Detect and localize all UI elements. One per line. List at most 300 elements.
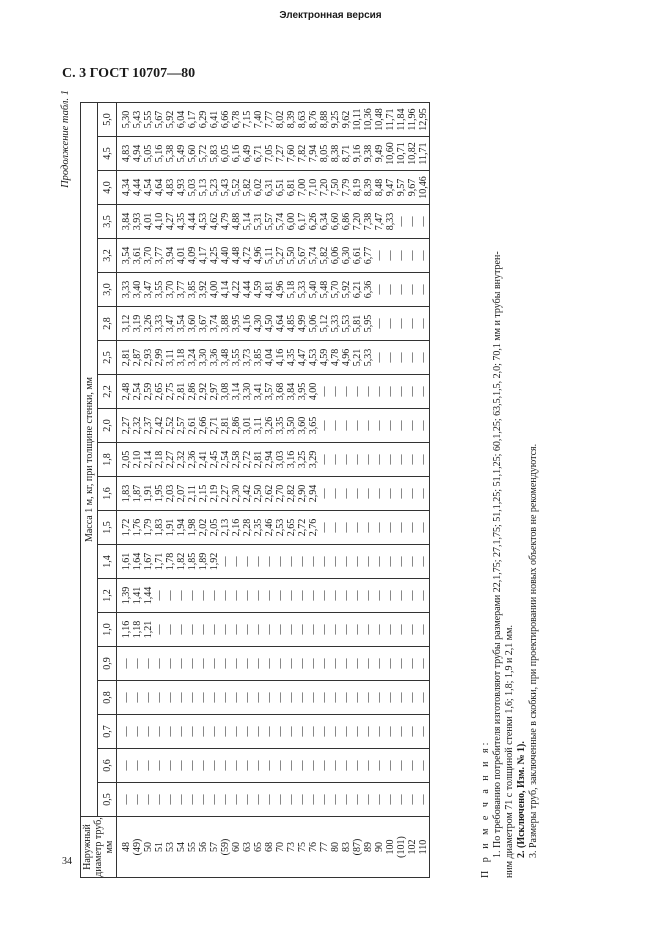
mass-cell: —	[231, 579, 242, 613]
mass-cell: 8,39	[286, 103, 297, 137]
mass-cell: 7,60	[286, 137, 297, 171]
mass-cell: —	[242, 783, 253, 817]
mass-cell: 2,05	[117, 443, 133, 477]
mass-cell: 1,82	[176, 545, 187, 579]
diameter-cell: 56	[198, 817, 209, 878]
thickness-header: 1,0	[98, 613, 117, 647]
mass-cell: —	[132, 783, 143, 817]
mass-cell: —	[330, 715, 341, 749]
mass-cell: 3,84	[286, 375, 297, 409]
diameter-cell: 83	[341, 817, 352, 878]
mass-cell: 3,93	[132, 205, 143, 239]
mass-cell: 7,15	[242, 103, 253, 137]
mass-cell: 5,03	[187, 171, 198, 205]
mass-cell: —	[363, 545, 374, 579]
mass-cell: 5,38	[165, 137, 176, 171]
mass-cell: —	[319, 443, 330, 477]
mass-cell: —	[198, 647, 209, 681]
mass-cell: —	[220, 783, 231, 817]
mass-cell: 8,63	[297, 103, 308, 137]
mass-cell: 4,00	[308, 375, 319, 409]
mass-cell: 5,11	[264, 239, 275, 273]
mass-cell: —	[385, 647, 396, 681]
mass-cell: —	[407, 239, 418, 273]
table-row	[231, 103, 242, 878]
mass-cell: 3,24	[187, 341, 198, 375]
mass-cell: —	[363, 375, 374, 409]
mass-cell: —	[407, 681, 418, 715]
mass-cell: —	[396, 273, 407, 307]
mass-cell: 2,65	[286, 511, 297, 545]
table-header-row	[81, 103, 98, 878]
mass-cell: —	[187, 749, 198, 783]
mass-cell: 5,52	[231, 171, 242, 205]
diameter-cell: 65	[253, 817, 264, 878]
mass-cell: —	[209, 681, 220, 715]
mass-cell: 3,01	[242, 409, 253, 443]
mass-cell: —	[319, 715, 330, 749]
mass-cell: 2,61	[187, 409, 198, 443]
mass-cell: —	[418, 409, 430, 443]
mass-cell: 10,36	[363, 103, 374, 137]
mass-cell: —	[341, 443, 352, 477]
mass-cell: —	[385, 375, 396, 409]
mass-cell: 3,47	[143, 273, 154, 307]
mass-cell: —	[341, 681, 352, 715]
mass-cell: 2,94	[308, 477, 319, 511]
mass-cell: —	[374, 783, 385, 817]
mass-cell: 5,92	[341, 273, 352, 307]
table-row	[374, 103, 385, 878]
mass-cell: —	[286, 613, 297, 647]
mass-cell: —	[176, 681, 187, 715]
mass-cell: —	[165, 715, 176, 749]
mass-cell: —	[374, 613, 385, 647]
thickness-header: 0,9	[98, 647, 117, 681]
mass-cell: 4,78	[330, 341, 341, 375]
mass-cell: —	[253, 579, 264, 613]
rotated-content	[60, 90, 620, 878]
mass-cell: 5,72	[198, 137, 209, 171]
mass-cell: —	[385, 579, 396, 613]
mass-cell: 4,48	[231, 239, 242, 273]
mass-cell: —	[374, 273, 385, 307]
mass-cell: —	[117, 647, 133, 681]
mass-cell: —	[297, 545, 308, 579]
diameter-cell: 89	[363, 817, 374, 878]
thickness-header: 1,8	[98, 443, 117, 477]
table-row	[308, 103, 319, 878]
mass-cell: 4,50	[264, 307, 275, 341]
mass-cell: 2,19	[209, 477, 220, 511]
thickness-header: 1,4	[98, 545, 117, 579]
mass-cell: 2,07	[176, 477, 187, 511]
mass-cell: —	[418, 545, 430, 579]
mass-cell: —	[264, 545, 275, 579]
mass-cell: 3,12	[117, 307, 133, 341]
mass-cell: 3,47	[165, 307, 176, 341]
mass-cell: —	[209, 579, 220, 613]
mass-cell: 3,48	[220, 341, 231, 375]
table-row	[352, 103, 363, 878]
mass-cell: 6,29	[198, 103, 209, 137]
mass-cell: 3,50	[286, 409, 297, 443]
mass-cell: 7,47	[374, 205, 385, 239]
mass-cell: —	[297, 715, 308, 749]
mass-cell: —	[396, 715, 407, 749]
mass-cell: 5,83	[209, 137, 220, 171]
mass-cell: 4,01	[143, 205, 154, 239]
mass-cell: 7,20	[352, 205, 363, 239]
mass-cell: —	[396, 613, 407, 647]
mass-cell: 4,83	[117, 137, 133, 171]
mass-cell: 3,36	[209, 341, 220, 375]
mass-cell: —	[176, 783, 187, 817]
mass-cell: —	[231, 749, 242, 783]
mass-cell: 3,77	[176, 273, 187, 307]
mass-cell: 2,75	[165, 375, 176, 409]
mass-cell: —	[286, 749, 297, 783]
mass-cell: 5,23	[209, 171, 220, 205]
mass-cell: —	[220, 647, 231, 681]
mass-cell: —	[242, 715, 253, 749]
mass-cell: —	[396, 205, 407, 239]
mass-cell: 5,74	[275, 205, 286, 239]
mass-cell: 2,36	[187, 443, 198, 477]
diameter-cell: (101)	[396, 817, 407, 878]
mass-cell: —	[363, 749, 374, 783]
mass-cell: —	[231, 613, 242, 647]
table-row	[385, 103, 396, 878]
mass-cell: 2,16	[231, 511, 242, 545]
mass-cell: 5,67	[297, 239, 308, 273]
mass-cell: —	[407, 307, 418, 341]
diameter-cell: 68	[264, 817, 275, 878]
mass-cell: —	[407, 647, 418, 681]
notes-block	[480, 98, 540, 878]
mass-cell: —	[275, 715, 286, 749]
mass-cell: —	[319, 477, 330, 511]
mass-cell: 10,48	[374, 103, 385, 137]
mass-cell: 3,08	[220, 375, 231, 409]
mass-cell: —	[198, 681, 209, 715]
mass-cell: 6,86	[341, 205, 352, 239]
mass-cell: —	[242, 749, 253, 783]
mass-cell: 4,17	[198, 239, 209, 273]
mass-cell: 4,96	[341, 341, 352, 375]
mass-cell: 9,16	[352, 137, 363, 171]
mass-cell: 1,18	[132, 613, 143, 647]
mass-cell: 4,44	[187, 205, 198, 239]
mass-cell: —	[319, 647, 330, 681]
mass-cell: 4,30	[253, 307, 264, 341]
mass-cell: 4,44	[242, 273, 253, 307]
mass-cell: 8,02	[275, 103, 286, 137]
mass-cell: 6,51	[275, 171, 286, 205]
diameter-cell: 102	[407, 817, 418, 878]
mass-cell: 3,85	[187, 273, 198, 307]
mass-cell: 4,53	[308, 341, 319, 375]
diameter-cell: 80	[330, 817, 341, 878]
diameter-cell: 55	[187, 817, 198, 878]
mass-cell: 2,94	[264, 443, 275, 477]
mass-cell: 5,18	[286, 273, 297, 307]
mass-cell: —	[418, 749, 430, 783]
mass-cell: 4,93	[176, 171, 187, 205]
mass-cell: 6,71	[253, 137, 264, 171]
mass-cell: 8,88	[319, 103, 330, 137]
diameter-cell: 76	[308, 817, 319, 878]
mass-cell: 4,64	[154, 171, 165, 205]
mass-cell: —	[286, 545, 297, 579]
mass-cell: 5,21	[352, 341, 363, 375]
mass-cell: 10,82	[407, 137, 418, 171]
mass-cell: —	[176, 579, 187, 613]
mass-cell: —	[418, 477, 430, 511]
mass-cell: —	[352, 613, 363, 647]
mass-cell: 1,89	[198, 545, 209, 579]
mass-cell: —	[396, 307, 407, 341]
mass-cell: 4,88	[231, 205, 242, 239]
mass-cell: 8,33	[385, 205, 396, 239]
mass-cell: 1,67	[143, 545, 154, 579]
mass-cell: —	[418, 205, 430, 239]
mass-cell: 4,22	[231, 273, 242, 307]
table-row	[117, 103, 133, 878]
mass-cell: 11,96	[407, 103, 418, 137]
table-body	[117, 103, 430, 878]
diameter-cell: 54	[176, 817, 187, 878]
table-row	[220, 103, 231, 878]
mass-cell: 7,79	[341, 171, 352, 205]
mass-cell: —	[418, 715, 430, 749]
mass-cell: —	[385, 341, 396, 375]
mass-cell: —	[374, 647, 385, 681]
mass-cell: —	[396, 375, 407, 409]
mass-cell: —	[275, 681, 286, 715]
mass-cell: 5,95	[363, 307, 374, 341]
mass-cell: 1,64	[132, 545, 143, 579]
mass-cell: 3,40	[132, 273, 143, 307]
mass-cell: 2,70	[275, 477, 286, 511]
mass-cell: 10,11	[352, 103, 363, 137]
table-row	[264, 103, 275, 878]
mass-cell: —	[374, 749, 385, 783]
mass-cell: 11,71	[385, 103, 396, 137]
mass-cell: 2,28	[242, 511, 253, 545]
mass-cell: 2,37	[143, 409, 154, 443]
mass-cell: 3,29	[308, 443, 319, 477]
mass-cell: 3,60	[187, 307, 198, 341]
mass-cell: —	[154, 749, 165, 783]
mass-cell: —	[374, 511, 385, 545]
mass-cell: —	[341, 783, 352, 817]
mass-cell: 5,67	[154, 103, 165, 137]
mass-cell: 4,72	[242, 239, 253, 273]
mass-cell: —	[220, 681, 231, 715]
mass-cell: —	[418, 443, 430, 477]
mass-cell: 2,41	[198, 443, 209, 477]
mass-cell: —	[132, 647, 143, 681]
table-row	[407, 103, 418, 878]
mass-cell: 3,88	[220, 307, 231, 341]
mass-cell: 9,25	[330, 103, 341, 137]
mass-cell: 1,94	[176, 511, 187, 545]
mass-cell: 5,92	[165, 103, 176, 137]
mass-cell: —	[275, 579, 286, 613]
mass-cell: 3,57	[264, 375, 275, 409]
mass-cell: 2,02	[198, 511, 209, 545]
mass-cell: 2,46	[264, 511, 275, 545]
mass-cell: 5,33	[363, 341, 374, 375]
mass-cell: —	[117, 749, 133, 783]
mass-cell: 5,81	[352, 307, 363, 341]
mass-cell: —	[374, 341, 385, 375]
thickness-header: 3,2	[98, 239, 117, 273]
mass-cell: 4,27	[165, 205, 176, 239]
mass-cell: 3,85	[253, 341, 264, 375]
mass-cell: —	[176, 749, 187, 783]
mass-cell: 1,91	[143, 477, 154, 511]
mass-cell: 2,81	[220, 409, 231, 443]
mass-cell: —	[253, 749, 264, 783]
mass-cell: 5,82	[319, 239, 330, 273]
mass-cell: 2,30	[231, 477, 242, 511]
mass-cell: 2,58	[231, 443, 242, 477]
table-row	[396, 103, 407, 878]
diameter-cell: 77	[319, 817, 330, 878]
table-row	[253, 103, 264, 878]
mass-cell: 4,04	[264, 341, 275, 375]
thickness-header: 1,6	[98, 477, 117, 511]
diameter-cell: 100	[385, 817, 396, 878]
diameter-cell: (59)	[220, 817, 231, 878]
mass-cell: —	[319, 613, 330, 647]
mass-cell: —	[407, 579, 418, 613]
mass-cell: 4,01	[176, 239, 187, 273]
mass-cell: 2,32	[176, 443, 187, 477]
mass-cell: 2,18	[154, 443, 165, 477]
mass-cell: —	[374, 307, 385, 341]
mass-cell: —	[143, 783, 154, 817]
mass-cell: 3,41	[253, 375, 264, 409]
mass-cell: 7,27	[275, 137, 286, 171]
thickness-header: 0,6	[98, 749, 117, 783]
mass-cell: 5,16	[154, 137, 165, 171]
thickness-header: 0,7	[98, 715, 117, 749]
mass-cell: 2,45	[209, 443, 220, 477]
mass-cell: —	[231, 545, 242, 579]
mass-cell: 1,91	[165, 511, 176, 545]
mass-cell: —	[374, 239, 385, 273]
mass-cell: —	[363, 579, 374, 613]
mass-cell: 3,70	[143, 239, 154, 273]
mass-cell: 6,78	[231, 103, 242, 137]
mass-cell: 5,30	[117, 103, 133, 137]
thickness-header: 4,5	[98, 137, 117, 171]
mass-cell: —	[154, 783, 165, 817]
mass-cell: 10,60	[385, 137, 396, 171]
mass-cell: 6,77	[363, 239, 374, 273]
mass-cell: —	[352, 477, 363, 511]
mass-cell: —	[242, 545, 253, 579]
mass-cell: 1,16	[117, 613, 133, 647]
mass-cell: —	[385, 239, 396, 273]
note-1-cont: ним диаметром 71 с толщиной стенки 1,6; 1,8; 1,9 и 2,1 мм.	[504, 625, 515, 878]
mass-cell: 12,95	[418, 103, 430, 137]
thickness-header: 2,5	[98, 341, 117, 375]
mass-cell: —	[385, 307, 396, 341]
mass-cell: 4,10	[154, 205, 165, 239]
continuation-label: Продолжение табл. 1	[60, 90, 71, 188]
mass-cell: 4,83	[165, 171, 176, 205]
mass-cell: 2,99	[154, 341, 165, 375]
mass-cell: 6,17	[297, 205, 308, 239]
mass-cell: 8,71	[341, 137, 352, 171]
mass-cell: 9,47	[385, 171, 396, 205]
mass-cell: —	[275, 613, 286, 647]
mass-cell: 4,79	[220, 205, 231, 239]
mass-cell: 2,42	[154, 409, 165, 443]
mass-cell: —	[363, 409, 374, 443]
mass-cell: 7,40	[253, 103, 264, 137]
mass-cell: —	[385, 681, 396, 715]
mass-cell: 8,76	[308, 103, 319, 137]
mass-cell: —	[396, 681, 407, 715]
mass-cell: 4,64	[275, 307, 286, 341]
mass-cell: 5,05	[143, 137, 154, 171]
mass-cell: —	[407, 205, 418, 239]
thickness-header: 1,2	[98, 579, 117, 613]
mass-cell: 4,09	[187, 239, 198, 273]
mass-cell: 8,38	[330, 137, 341, 171]
mass-cell: —	[385, 477, 396, 511]
mass-cell: —	[165, 613, 176, 647]
mass-cell: 1,92	[209, 545, 220, 579]
mass-cell: 5,43	[132, 103, 143, 137]
table-row	[143, 103, 154, 878]
mass-cell: 6,17	[187, 103, 198, 137]
mass-cell: —	[374, 715, 385, 749]
mass-cell: —	[396, 579, 407, 613]
diameter-cell: 63	[242, 817, 253, 878]
mass-cell: 2,27	[117, 409, 133, 443]
mass-cell: —	[396, 341, 407, 375]
mass-cell: —	[341, 477, 352, 511]
mass-cell: —	[352, 783, 363, 817]
mass-cell: —	[143, 749, 154, 783]
mass-cell: —	[198, 613, 209, 647]
mass-cell: —	[363, 647, 374, 681]
diameter-cell: 53	[165, 817, 176, 878]
mass-cell: 6,05	[220, 137, 231, 171]
mass-cell: 4,96	[275, 273, 286, 307]
mass-cell: —	[187, 579, 198, 613]
mass-cell: —	[418, 273, 430, 307]
mass-cell: 6,16	[231, 137, 242, 171]
mass-cell: 1,85	[187, 545, 198, 579]
mass-cell: —	[187, 613, 198, 647]
mass-cell: —	[154, 715, 165, 749]
mass-cell: —	[341, 715, 352, 749]
mass-cell: 5,70	[330, 273, 341, 307]
thickness-header: 5,0	[98, 103, 117, 137]
mass-cell: —	[220, 579, 231, 613]
mass-cell: 2,81	[253, 443, 264, 477]
mass-cell: 3,54	[176, 307, 187, 341]
mass-cell: —	[165, 579, 176, 613]
mass-cell: —	[187, 783, 198, 817]
